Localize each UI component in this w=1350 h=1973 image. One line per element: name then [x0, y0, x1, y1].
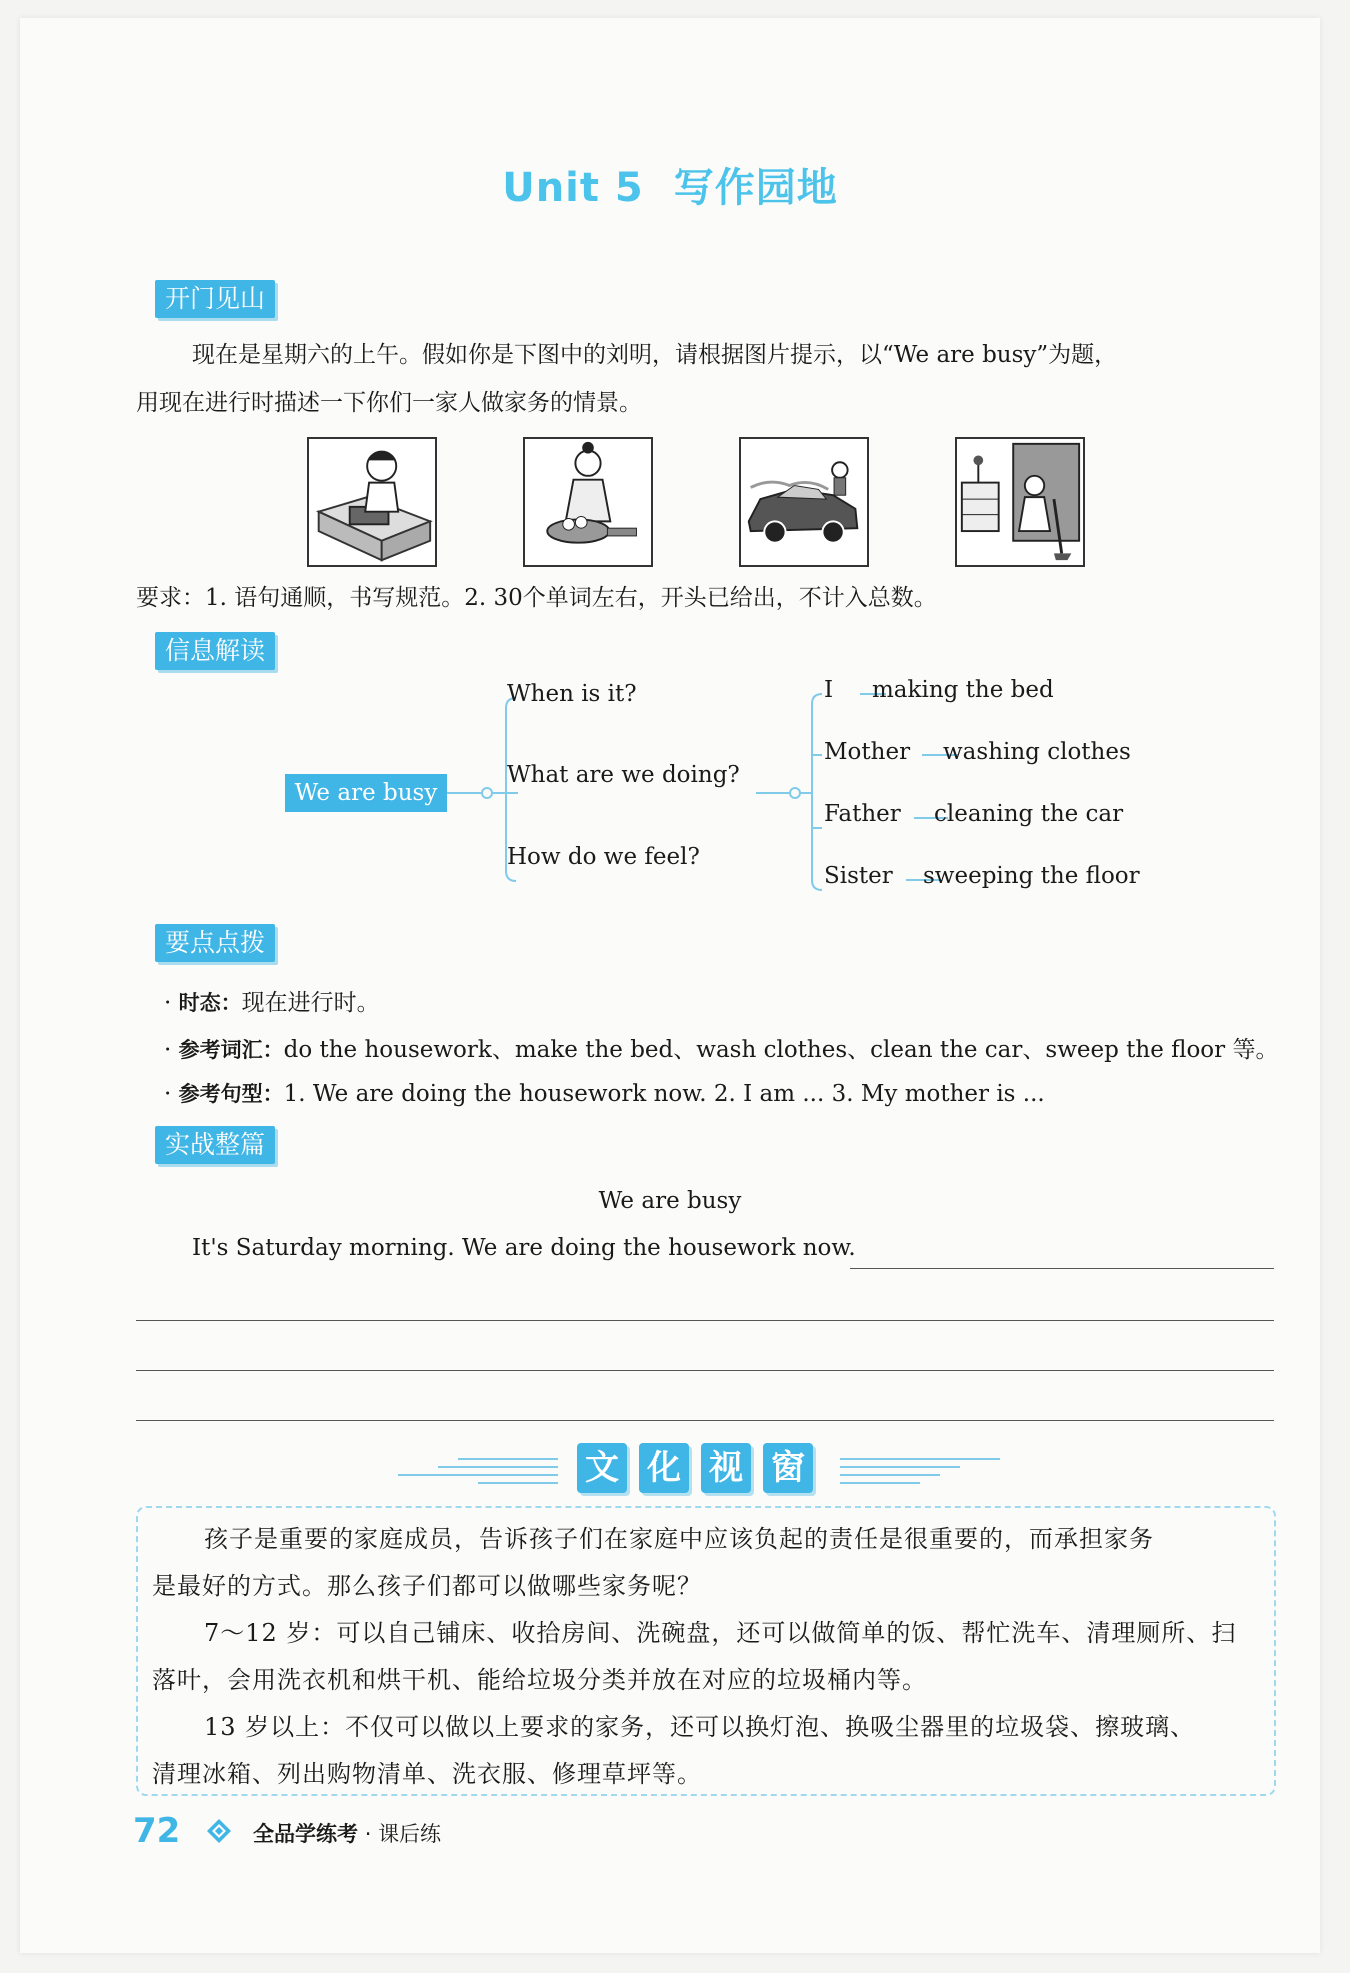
tip-label: 参考句型：	[178, 1082, 284, 1106]
culture-line: 孩子是重要的家庭成员，告诉孩子们在家庭中应该负起的责任是很重要的，而承担家务	[204, 1525, 1154, 1553]
tip-label: 时态：	[178, 991, 242, 1015]
mindmap-activity: making the bed	[872, 677, 1054, 703]
heading-stripes-right	[840, 1451, 1000, 1485]
section-tag-info: 信息解读	[155, 632, 275, 670]
mother-washing-clothes-icon	[523, 437, 653, 567]
section-tag-tips: 要点点拨	[155, 924, 275, 962]
mindmap-question: How do we feel?	[507, 844, 700, 870]
book-name: 全品学练考	[253, 1822, 358, 1846]
task-line-2: 用现在进行时描述一下你们一家人做家务的情景。	[136, 390, 642, 416]
boy-making-bed-icon	[307, 437, 437, 567]
mindmap-person: Mother	[824, 739, 911, 765]
culture-heading-char: 文	[577, 1443, 627, 1493]
culture-line: 7～12 岁：可以自己铺床、收拾房间、洗碗盘，还可以做简单的饭、帮忙洗车、清理厕所、扫	[204, 1619, 1237, 1647]
tip-label: 参考词汇：	[178, 1038, 284, 1062]
tip-tense: · 时态：现在进行时。	[164, 990, 380, 1016]
father-cleaning-car-icon	[739, 437, 869, 567]
mindmap-person: Sister	[824, 863, 893, 889]
culture-line: 清理冰箱、列出购物清单、洗衣服、修理草坪等。	[152, 1760, 702, 1788]
task-requirement: 要求：1. 语句通顺，书写规范。2. 30个单词左右，开头已给出，不计入总数。	[136, 585, 937, 611]
mindmap-activity: cleaning the car	[934, 801, 1124, 827]
section-tag-intro: 开门见山	[155, 280, 275, 318]
mindmap-person: I	[824, 677, 834, 703]
answer-line[interactable]	[136, 1370, 1274, 1371]
culture-heading-char: 视	[701, 1443, 751, 1493]
mindmap-activity: sweeping the floor	[923, 863, 1140, 889]
answer-line[interactable]	[136, 1420, 1274, 1421]
tip-value: 现在进行时。	[241, 990, 380, 1016]
tip-value: 1. We are doing the housework now. 2. I am ... 3. My mother is ...	[283, 1081, 1045, 1107]
unit-name: 写作园地	[673, 165, 838, 211]
mindmap-person: Father	[824, 801, 901, 827]
task-line-1: 现在是星期六的上午。假如你是下图中的刘明，请根据图片提示，以“We are busy”为题，	[192, 342, 1118, 368]
answer-line[interactable]	[850, 1268, 1274, 1269]
culture-line: 是最好的方式。那么孩子们都可以做哪些家务呢？	[152, 1572, 702, 1600]
worksheet-page	[20, 18, 1320, 1953]
section-tag-practice: 实战整篇	[155, 1126, 275, 1164]
heading-stripes-left	[398, 1451, 558, 1485]
mindmap-question: What are we doing?	[507, 762, 740, 788]
tip-pattern: · 参考句型：1. We are doing the housework now. 2. I am ... 3. My mother is ...	[164, 1081, 1045, 1107]
book-part: 课后练	[378, 1822, 442, 1846]
answer-line[interactable]	[136, 1320, 1274, 1321]
mindmap-center: We are busy	[285, 774, 447, 812]
culture-heading-char: 窗	[763, 1443, 813, 1493]
mindmap-question: When is it?	[507, 681, 637, 707]
page-title	[20, 156, 1320, 213]
essay-first-line: It's Saturday morning. We are doing the housework now.	[192, 1235, 856, 1261]
tip-value: do the housework、make the bed、wash clothes、clean the car、sweep the floor 等。	[283, 1037, 1279, 1063]
culture-para-1	[152, 1516, 1262, 1563]
mindmap-activity: washing clothes	[943, 739, 1131, 765]
culture-heading-char: 化	[639, 1443, 689, 1493]
unit-label: Unit 5	[502, 165, 644, 211]
diamond-icon	[206, 1818, 232, 1844]
tip-vocab: · 参考词汇：do the housework、make the bed、wash clothes、clean the car、sweep the floor 等。	[164, 1037, 1279, 1063]
culture-line: 落叶，会用洗衣机和烘干机、能给垃圾分类并放在对应的垃圾桶内等。	[152, 1666, 927, 1694]
sister-sweeping-floor-icon	[955, 437, 1085, 567]
footer-book-title	[253, 1818, 441, 1848]
footer-separator: ·	[364, 1822, 372, 1846]
essay-title: We are busy	[598, 1188, 742, 1214]
culture-line: 13 岁以上：不仅可以做以上要求的家务，还可以换灯泡、换吸尘器里的垃圾袋、擦玻璃、	[204, 1713, 1196, 1741]
page-number: 72	[133, 1811, 181, 1851]
